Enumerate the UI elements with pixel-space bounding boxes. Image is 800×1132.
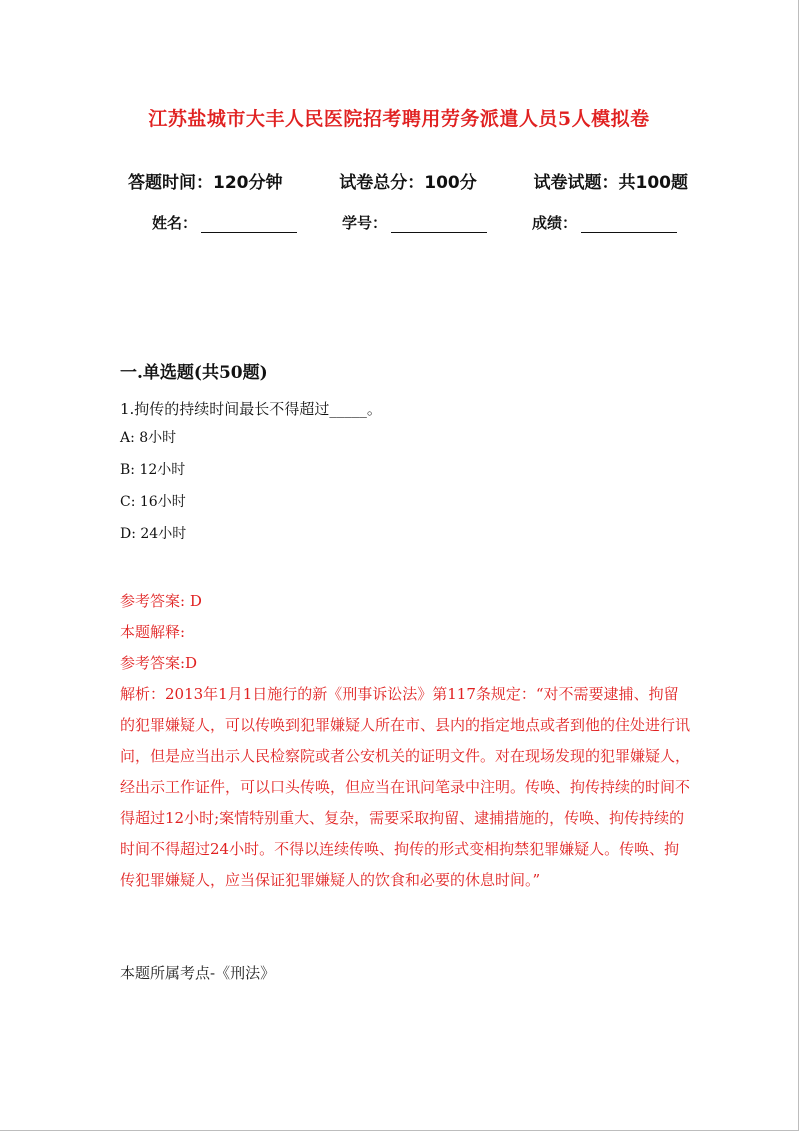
question-stem: 1.拘传的持续时间最长不得超过_____。 — [120, 400, 382, 418]
analysis-text: 解析：2013年1月1日施行的新《刑事诉讼法》第117条规定：“对不需要逮捕、拘留的犯罪嫌疑人，可以传唤到犯罪嫌疑人所在市、县内的指定地点或者到他的住处进行讯问，但是应当出示人民检察院或者公安机关的证明文件。对在现场发现的犯罪嫌疑人，经出示工作证件，可以口头传唤，但应当在讯问笔录中注明。传唤、拘传持续的时间不得超过12小时;案情特别重大、复杂，需要采取拘留、逮捕措施的，传唤、拘传持续的时间不得超过24小时。不得以连续传唤、拘传的形式变相拘禁犯罪嫌疑人。传唤、拘传犯罪嫌疑人，应当保证犯罪嫌疑人的饮食和必要的休息时间。” — [120, 685, 691, 889]
grade-blank — [581, 216, 677, 233]
exam-total-score: 试卷总分：100分 — [339, 173, 477, 193]
section-heading: 一.单选题(共50题) — [120, 363, 268, 383]
reference-answer-repeat: 参考答案:D — [120, 654, 198, 672]
knowledge-point: 本题所属考点-《刑法》 — [120, 964, 276, 982]
student-id-label: 学号： — [341, 214, 387, 232]
option-c: C: 16小时 — [120, 494, 186, 510]
exam-meta — [128, 168, 688, 193]
name-blank — [201, 216, 297, 233]
student-info-row — [152, 212, 677, 233]
grade-field — [532, 212, 677, 233]
grade-label: 成绩： — [531, 214, 577, 232]
name-label: 姓名： — [152, 214, 198, 232]
exam-time: 答题时间：120分钟 — [128, 173, 283, 193]
option-a: A: 8小时 — [120, 430, 177, 446]
name-field — [152, 212, 297, 233]
student-id-blank — [391, 216, 487, 233]
reference-answer: 参考答案: D — [120, 592, 202, 610]
option-d: D: 24小时 — [120, 526, 187, 542]
option-b: B: 12小时 — [120, 462, 186, 478]
option-list — [120, 428, 186, 556]
explanation-label: 本题解释: — [120, 623, 186, 641]
student-id-field — [342, 212, 487, 233]
answer-block — [120, 586, 690, 896]
exam-question-count: 试卷试题：共100题 — [533, 173, 688, 193]
exam-title: 江苏盐城市大丰人民医院招考聘用劳务派遣人员5人模拟卷 — [148, 108, 650, 130]
